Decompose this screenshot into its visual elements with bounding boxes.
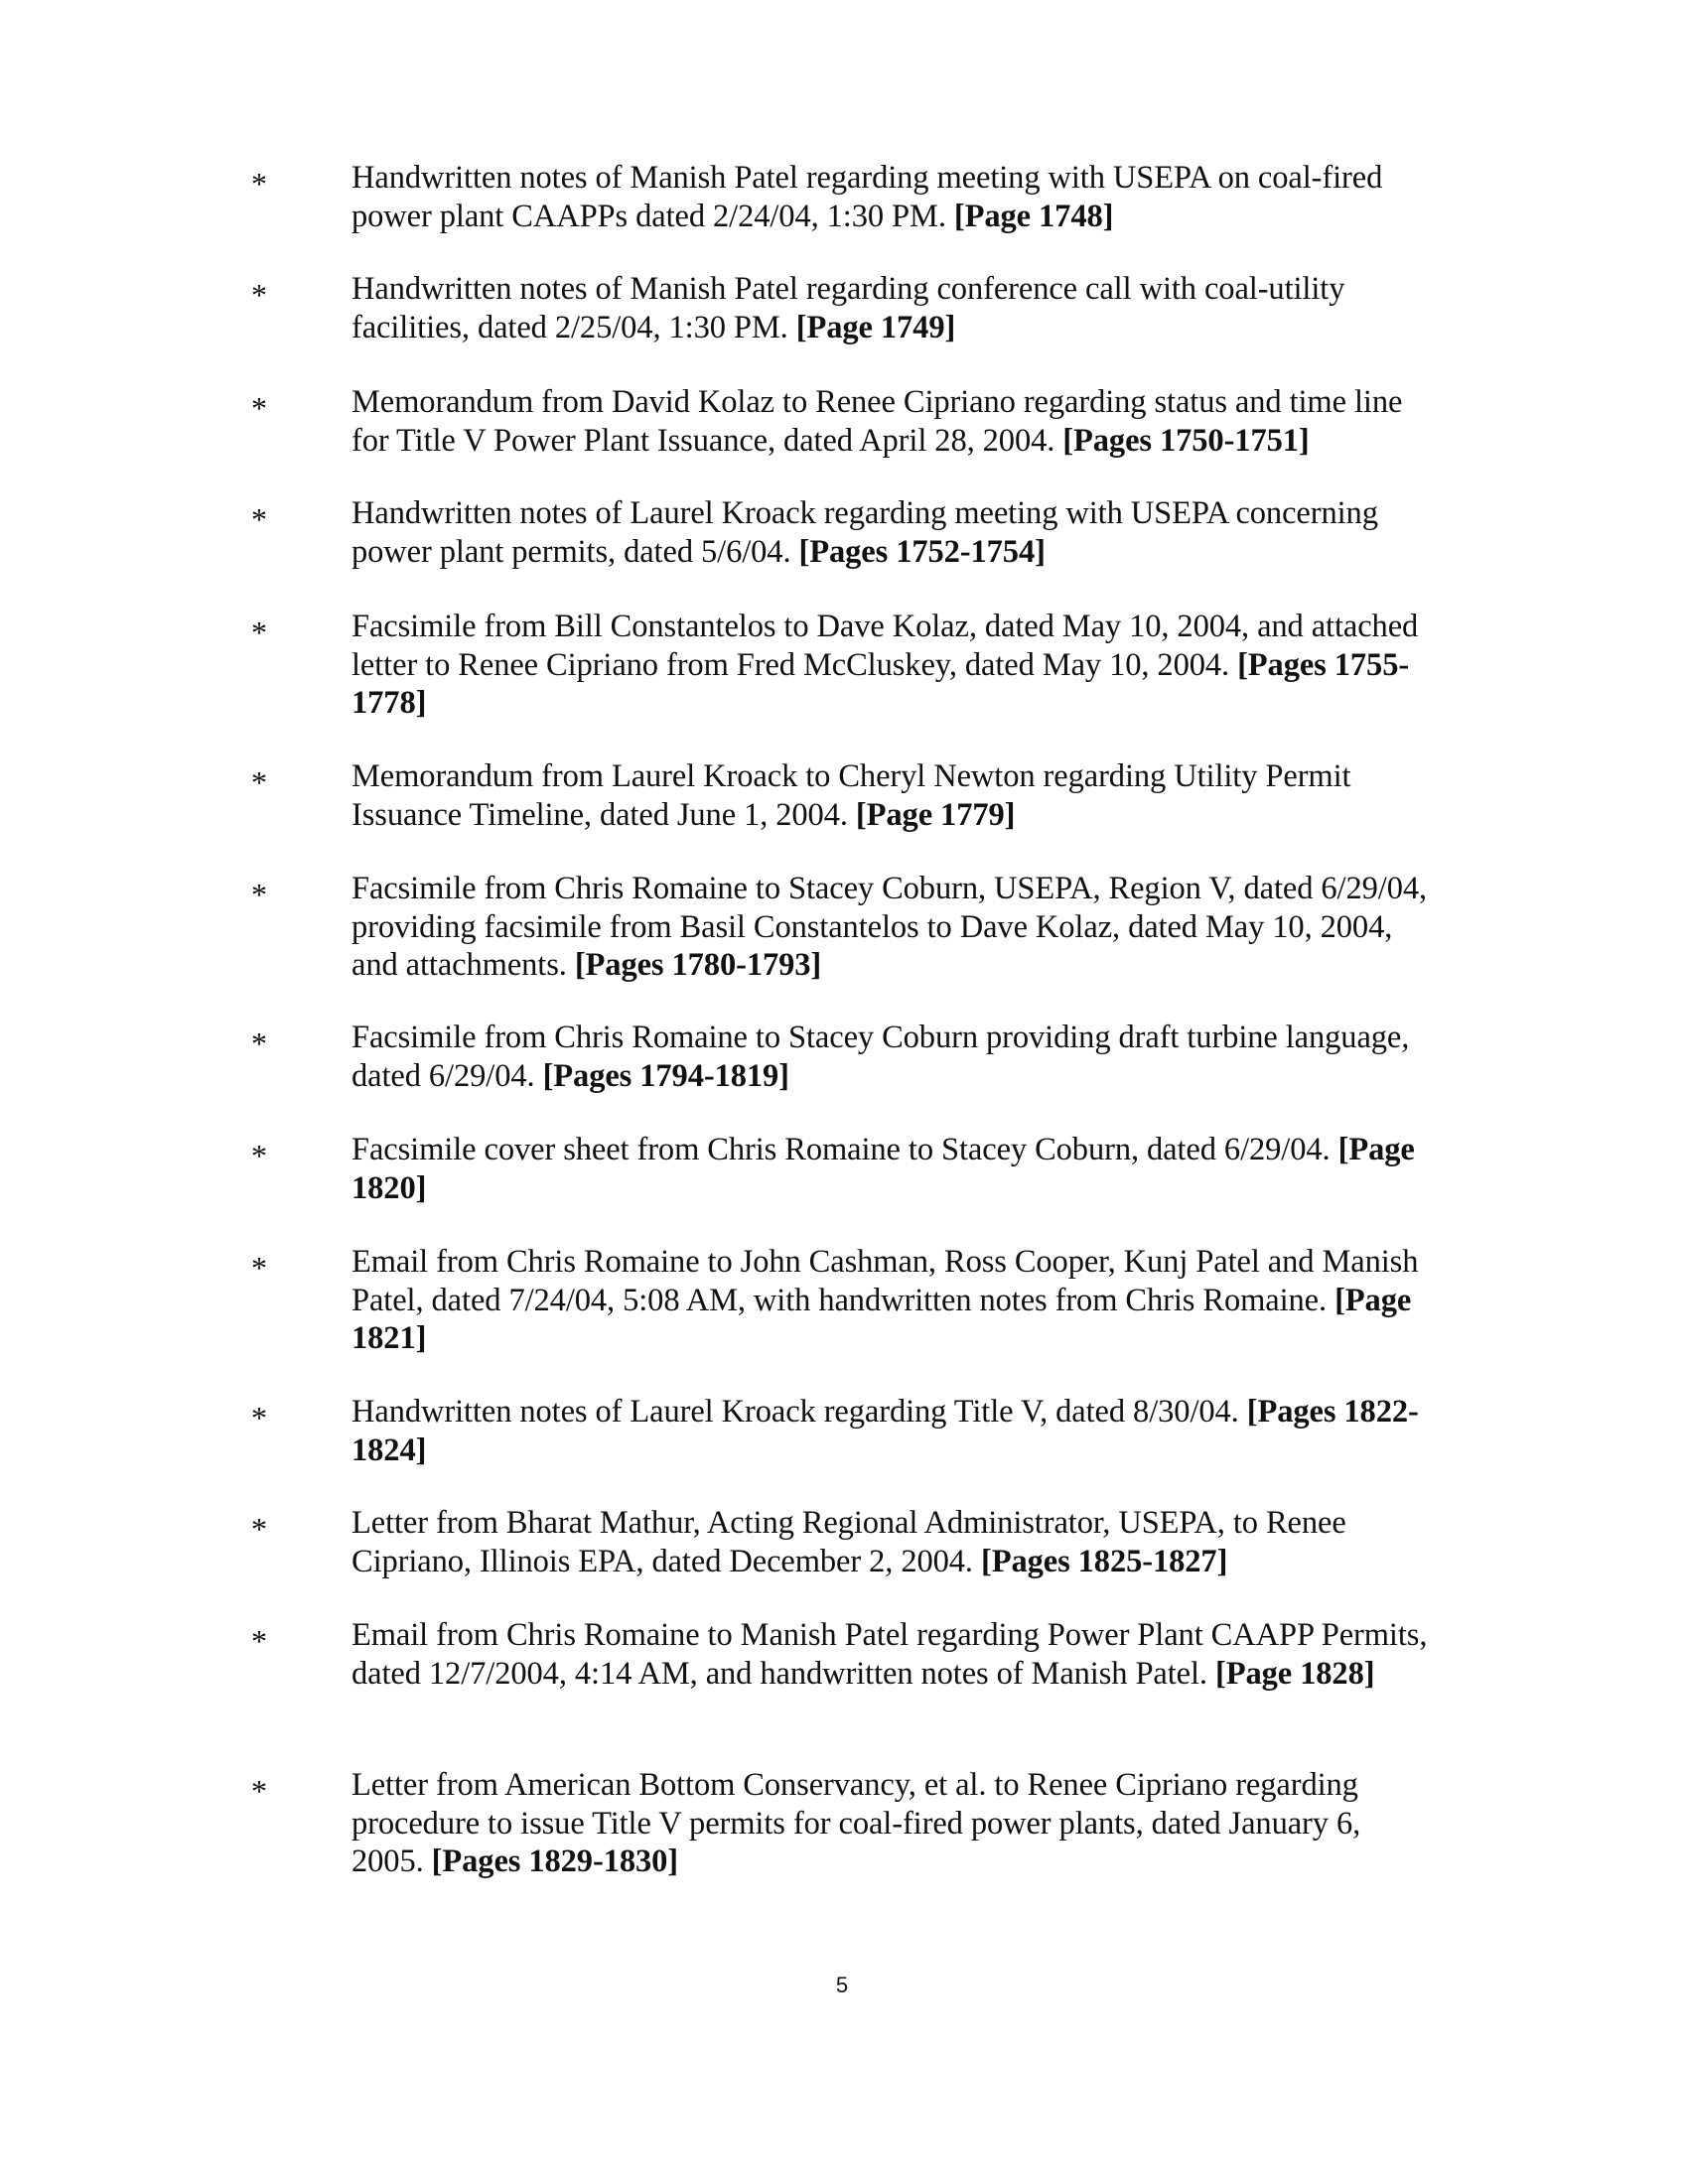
- entry-description: Handwritten notes of Laurel Kroack regarding Title V, dated 8/30/04.: [351, 1394, 1239, 1430]
- entry-text: [351, 1393, 1434, 1469]
- page-reference: [Page 1748]: [953, 198, 1114, 234]
- entry-description: Memorandum from Laurel Kroack to Cheryl Newton regarding Utility Permit Issuance Timeline, dated June 1, 2004.: [351, 758, 1351, 833]
- entry-description: Handwritten notes of Manish Patel regarding conference call with coal-utility facilities, dated 2/25/04, 1:30 PM.: [351, 271, 1345, 345]
- entry-description: Handwritten notes of Manish Patel regarding meeting with USEPA on coal-fired power plant CAAPPs dated 2/24/04, 1:30 PM.: [351, 160, 1383, 234]
- page-reference: [Page 1828]: [1215, 1655, 1375, 1692]
- entry-text: [351, 1131, 1434, 1207]
- page-reference: [Pages 1825-1827]: [980, 1543, 1228, 1579]
- page-reference: [Pages 1829-1830]: [431, 1843, 678, 1879]
- bullet-marker: *: [251, 166, 267, 202]
- bullet-marker: *: [251, 877, 267, 912]
- page-reference: [Page 1820]: [351, 1132, 1415, 1206]
- entry-text: [351, 383, 1434, 460]
- page-reference: [Pages 1750-1751]: [1062, 422, 1310, 459]
- entry-text: [351, 757, 1434, 834]
- entry-description: Facsimile from Chris Romaine to Stacey Coburn providing draft turbine language, dated 6/29/04.: [351, 1020, 1410, 1094]
- entry-text: [351, 870, 1434, 985]
- entry-text: [351, 1243, 1434, 1358]
- entry-text: [351, 270, 1434, 346]
- page-reference: [Pages 1780-1793]: [574, 947, 822, 983]
- page-reference: [Page 1779]: [855, 796, 1016, 833]
- bullet-marker: *: [251, 501, 267, 537]
- entry-text: [351, 1616, 1434, 1693]
- entry-description: Facsimile from Bill Constantelos to Dave Kolaz, dated May 10, 2004, and attached letter to Renee Cipriano from Fred McCluskey, dated May 10, 2004.: [351, 609, 1419, 683]
- bullet-marker: *: [251, 764, 267, 800]
- entry-description: Email from Chris Romaine to John Cashman, Ross Cooper, Kunj Patel and Manish Patel, dated 7/24/04, 5:08 AM, with handwritten notes from Chris Romaine.: [351, 1244, 1419, 1318]
- bullet-marker: *: [251, 614, 267, 650]
- entry-description: Handwritten notes of Laurel Kroack regarding meeting with USEPA concerning power plant permits, dated 5/6/04.: [351, 495, 1378, 570]
- entry-text: [351, 494, 1434, 571]
- page-reference: [Pages 1794-1819]: [542, 1057, 789, 1094]
- page-reference: [Pages 1755-1778]: [351, 646, 1410, 721]
- bullet-marker: *: [251, 1511, 267, 1547]
- entry-text: [351, 1019, 1434, 1095]
- entry-description: Facsimile cover sheet from Chris Romaine to Stacey Coburn, dated 6/29/04.: [351, 1132, 1331, 1167]
- bullet-marker: *: [251, 1025, 267, 1061]
- bullet-marker: *: [251, 1623, 267, 1659]
- page-reference: [Page 1749]: [795, 309, 956, 345]
- entry-description: Letter from Bharat Mathur, Acting Regional Administrator, USEPA, to Renee Cipriano, Illinois EPA, dated December 2, 2004.: [351, 1505, 1346, 1579]
- entry-text: [351, 1504, 1434, 1580]
- bullet-marker: *: [251, 390, 267, 426]
- entry-text: [351, 608, 1434, 723]
- bullet-marker: *: [251, 277, 267, 313]
- page-number: 5: [835, 1973, 849, 1997]
- bullet-marker: *: [251, 1773, 267, 1809]
- entry-description: Email from Chris Romaine to Manish Patel regarding Power Plant CAAPP Permits, dated 12/7/2004, 4:14 AM, and handwritten notes of Manish Patel.: [351, 1617, 1428, 1692]
- entry-description: Letter from American Bottom Conservancy, et al. to Renee Cipriano regarding procedure to issue Title V permits for coal-fired power plants, dated January 6, 2005.: [351, 1767, 1361, 1879]
- entry-text: [351, 1766, 1434, 1881]
- bullet-marker: *: [251, 1400, 267, 1435]
- bullet-marker: *: [251, 1138, 267, 1173]
- page-reference: [Page 1821]: [351, 1282, 1412, 1356]
- entry-description: Memorandum from David Kolaz to Renee Cipriano regarding status and time line for Title V Power Plant Issuance, dated April 28, 2004.: [351, 384, 1403, 459]
- entry-description: Facsimile from Chris Romaine to Stacey Coburn, USEPA, Region V, dated 6/29/04, providing facsimile from Basil Constantelos to Dave Kolaz, dated May 10, 2004, and attachments.: [351, 871, 1428, 983]
- page-reference: [Pages 1822-1824]: [351, 1394, 1419, 1468]
- bullet-marker: *: [251, 1250, 267, 1286]
- entry-text: [351, 159, 1434, 235]
- page-reference: [Pages 1752-1754]: [798, 533, 1046, 570]
